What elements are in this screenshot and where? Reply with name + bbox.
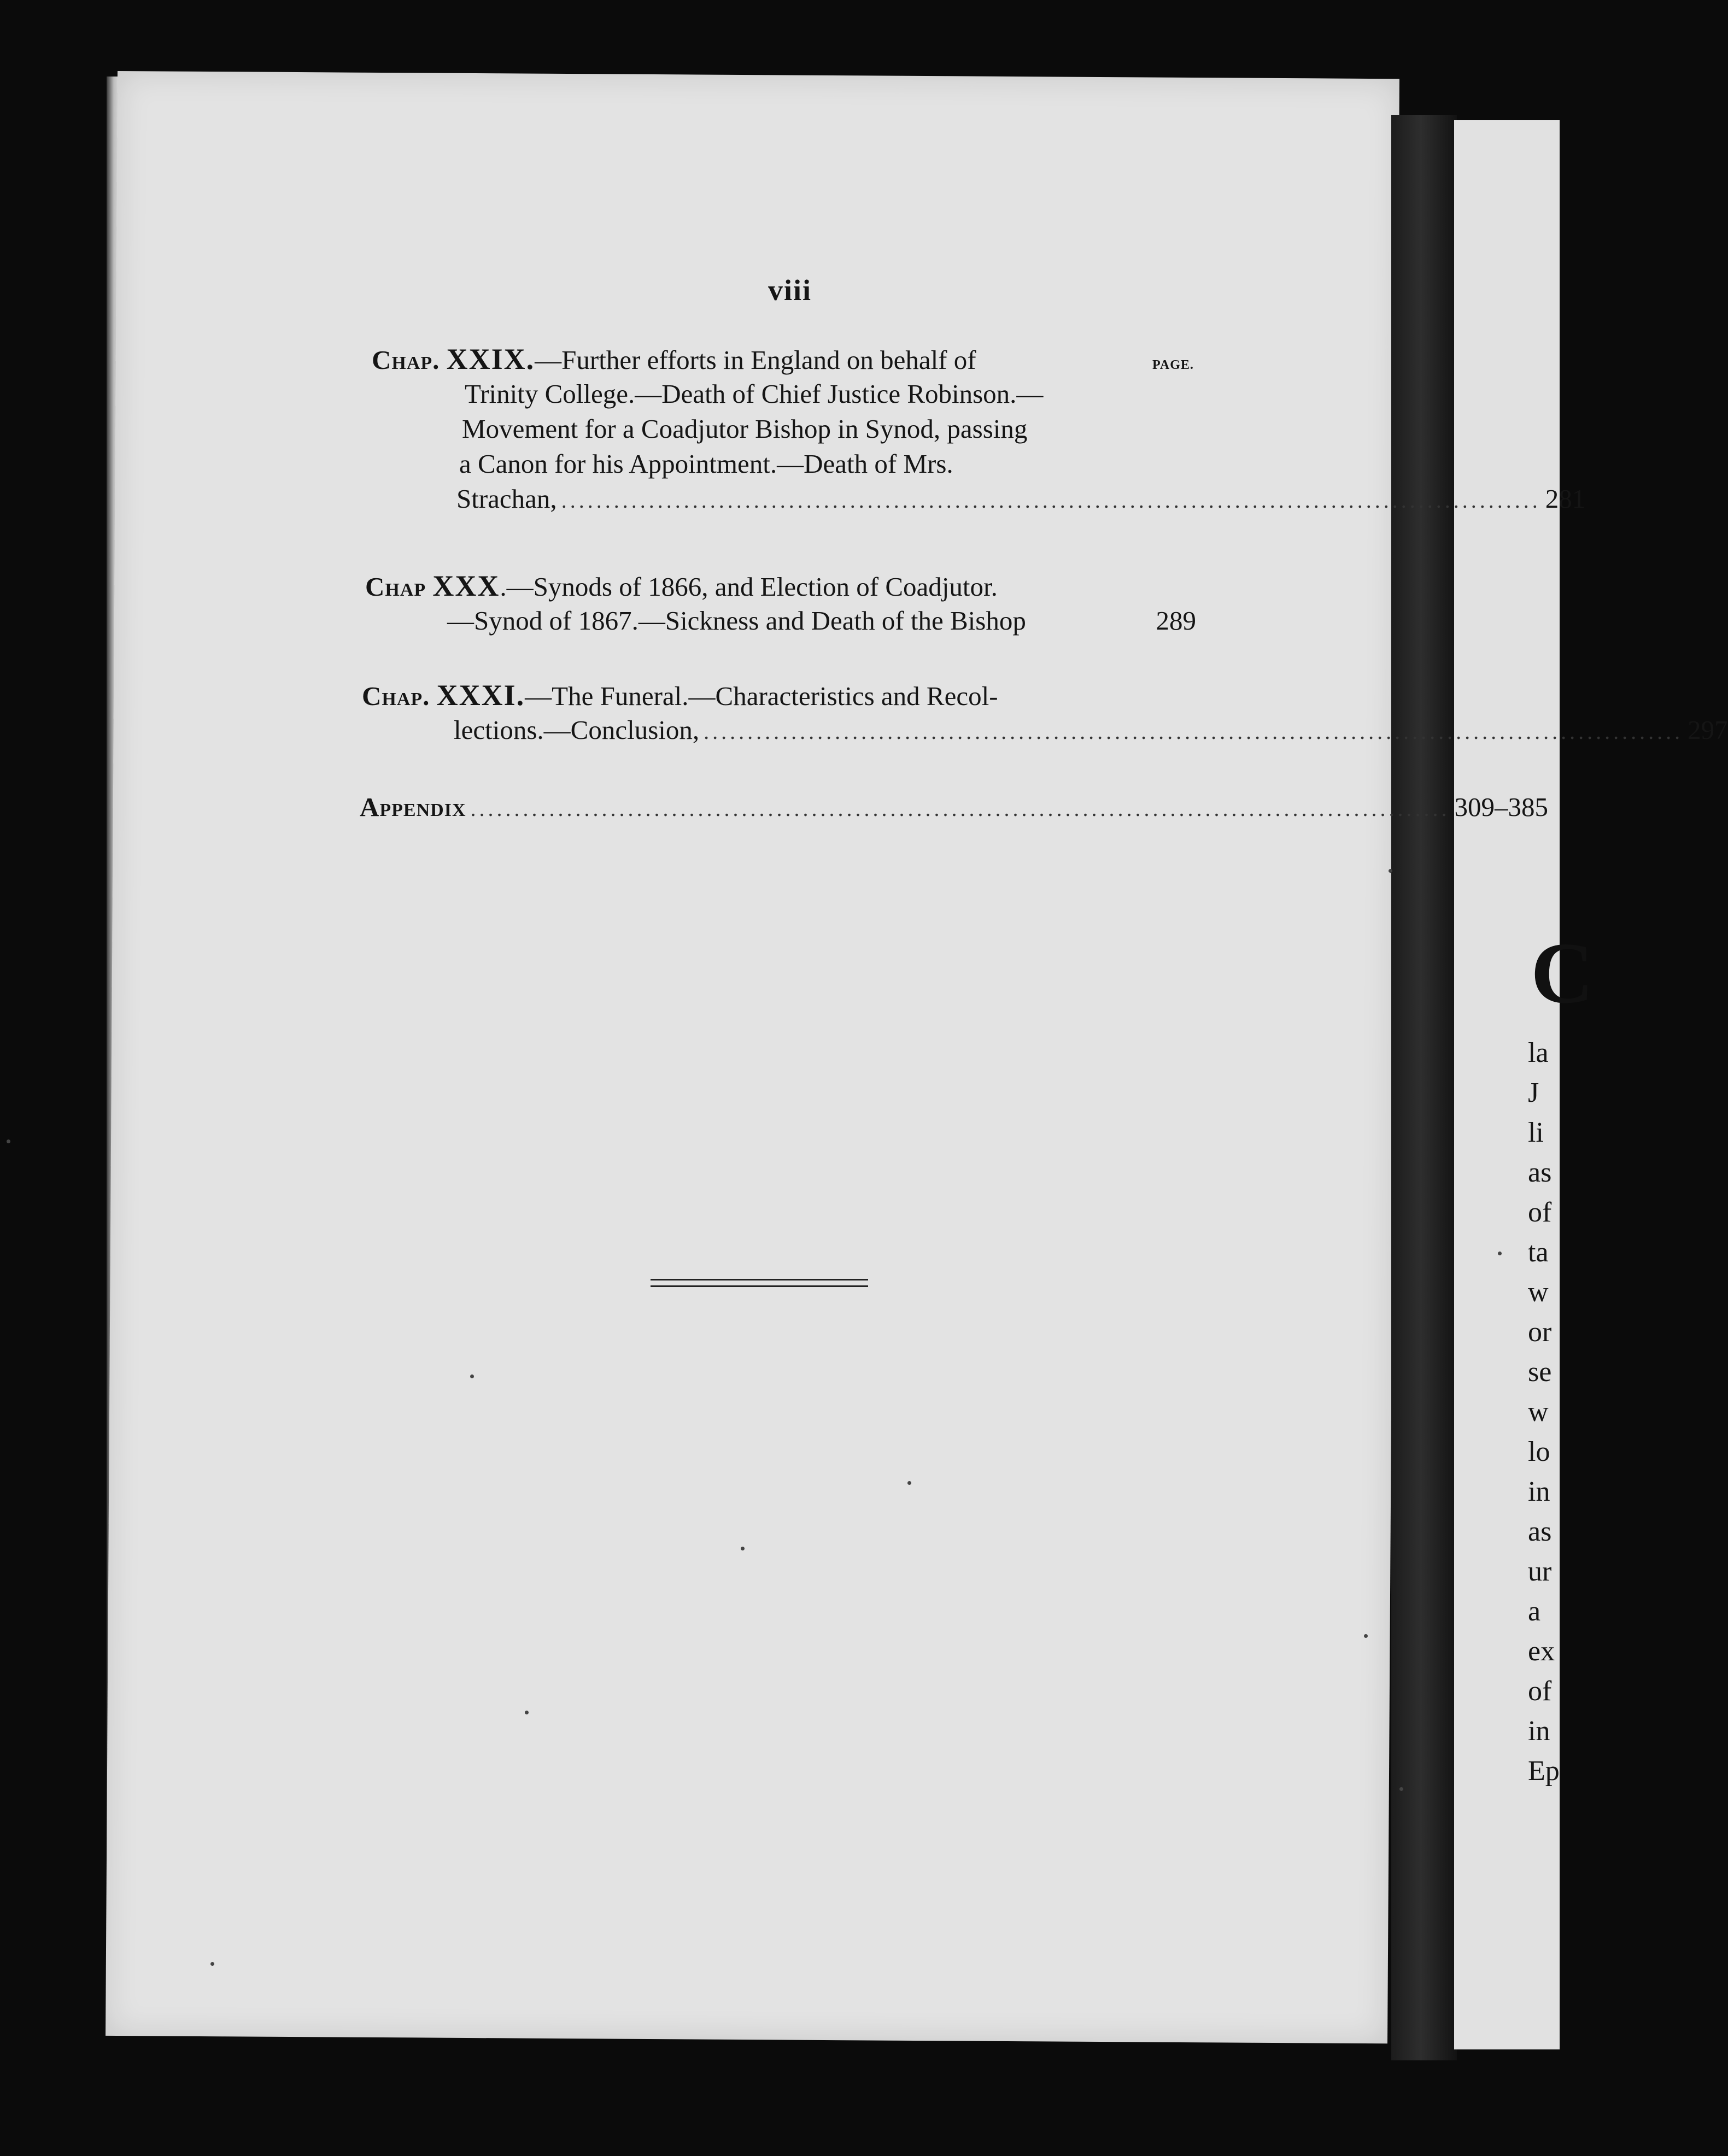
facing-line: ur — [1528, 1556, 1552, 1587]
toc-text-line: Movement for a Coadjutor Bishop in Synod, passing — [462, 414, 1028, 444]
toc-leader-line — [362, 713, 1728, 748]
toc-text-line: Trinity College.—Death of Chief Justice Robinson.— — [465, 379, 1044, 409]
facing-line: as — [1528, 1516, 1552, 1547]
toc-leader-line — [372, 481, 1586, 516]
page-column-heading: PAGE. — [1152, 358, 1194, 372]
facing-line: as — [1528, 1157, 1552, 1188]
toc-entry-first-line — [365, 568, 1196, 603]
facing-line: J — [1528, 1077, 1539, 1108]
double-rule-bottom — [651, 1285, 868, 1287]
facing-line: in — [1528, 1716, 1550, 1747]
facing-page-drop-initial: C — [1531, 924, 1594, 1021]
page-number: 289 — [1156, 606, 1196, 636]
chapter-lead: Chap — [365, 572, 426, 602]
dot-leader: ................................................................................................................ — [470, 796, 1450, 821]
toc-text-line: a Canon for his Appointment.—Death of Mrs. — [459, 449, 953, 479]
facing-line: ex — [1528, 1636, 1555, 1667]
toc-leader-line — [365, 603, 1196, 638]
toc-text-line: —The Funeral.—Characteristics and Recol- — [525, 681, 998, 711]
facing-line: a — [1528, 1596, 1541, 1627]
facing-line: la — [1528, 1037, 1549, 1068]
facing-line: li — [1528, 1117, 1544, 1148]
facing-line: or — [1528, 1317, 1552, 1348]
toc-text-line: lections.—Conclusion, — [454, 715, 700, 745]
toc-text-line: —Further efforts in England on behalf of — [535, 345, 976, 375]
page-number: 309–385 — [1454, 792, 1548, 822]
chapter-numeral: XXX — [432, 569, 500, 602]
facing-page-text — [1528, 1033, 1560, 1791]
toc-entry-chap-29 — [372, 342, 1586, 516]
page-folio: viii — [768, 274, 812, 307]
appendix-lead: Appendix — [360, 792, 466, 822]
dot-leader: ................................................................................................................ — [561, 488, 1541, 513]
page-number: 281 — [1545, 484, 1586, 514]
chapter-numeral: XXXI. — [436, 679, 525, 712]
chapter-numeral: XXIX. — [446, 343, 535, 375]
toc-text-line: —Synod of 1867.—Sickness and Death of the Bishop — [447, 606, 1026, 636]
facing-line: of — [1528, 1197, 1552, 1228]
double-rule-top — [651, 1279, 868, 1280]
facing-line: w — [1528, 1396, 1549, 1427]
facing-line: se — [1528, 1356, 1552, 1388]
facing-line: in — [1528, 1476, 1550, 1507]
toc-entry-chap-30 — [365, 568, 1196, 638]
toc-entry-first-line — [372, 342, 1143, 377]
toc-entry-appendix — [360, 790, 1548, 825]
facing-line: lo — [1528, 1436, 1550, 1467]
facing-line: of — [1528, 1676, 1552, 1707]
chapter-lead: Chap. — [372, 345, 440, 375]
page-number: 297 — [1688, 715, 1728, 745]
facing-line: Ep — [1528, 1755, 1560, 1787]
facing-line: ta — [1528, 1237, 1549, 1268]
toc-text-line: .—Synods of 1866, and Election of Coadjutor. — [500, 572, 998, 602]
toc-entry-first-line — [362, 678, 1198, 713]
facing-line: w — [1528, 1277, 1549, 1308]
toc-text-line: Strachan, — [456, 484, 557, 514]
chapter-lead: Chap. — [362, 681, 430, 711]
toc-leader-line — [360, 790, 1548, 825]
dot-leader: ................................................................................................................ — [704, 719, 1684, 744]
book-gutter-shadow — [1391, 115, 1457, 2060]
toc-entry-chap-31 — [362, 678, 1728, 748]
